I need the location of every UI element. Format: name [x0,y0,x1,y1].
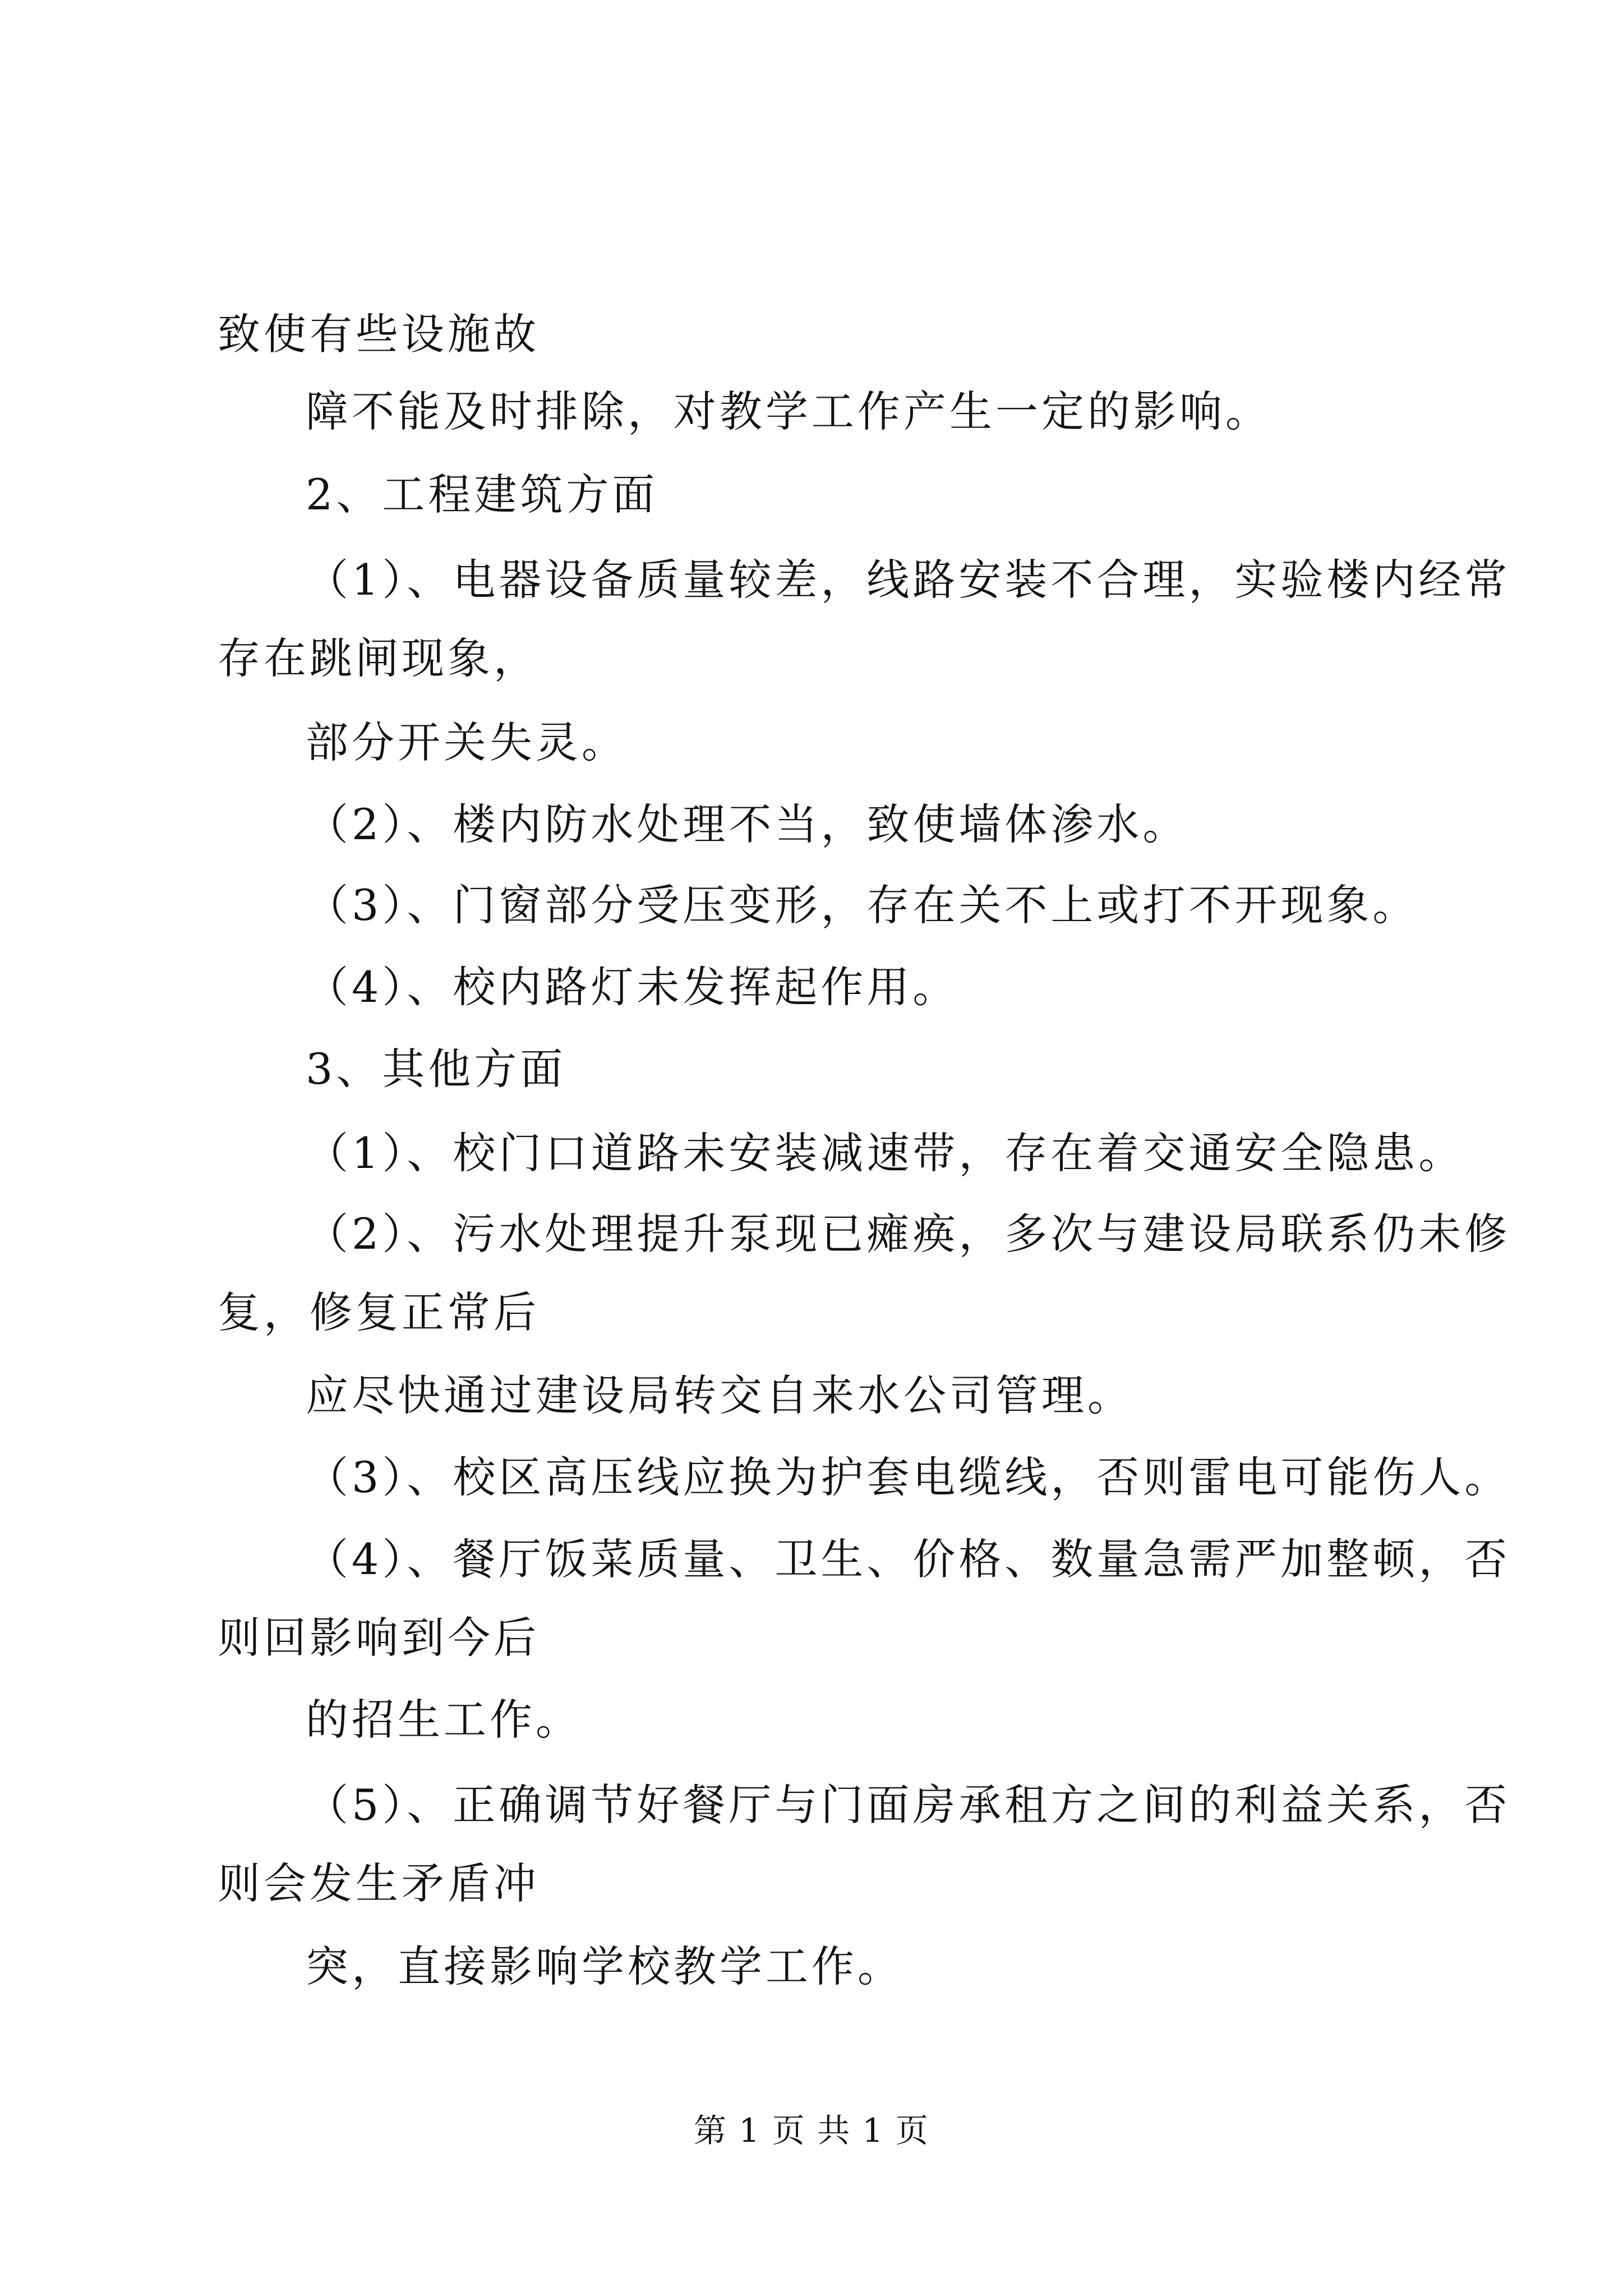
text-line: （4）、餐厅饭菜质量、卫生、价格、数量急需严加整顿，否 [306,1534,1511,1584]
section-heading: 3、其他方面 [306,1044,566,1094]
text-line: 则会发生矛盾冲 [218,1858,540,1908]
text-line: 的招生工作。 [306,1695,582,1745]
text-line: 突，直接影响学校教学工作。 [306,1941,903,1991]
text-line: 部分开关失灵。 [306,717,628,767]
text-line: （5）、正确调节好餐厅与门面房承租方之间的利益关系，否 [306,1780,1511,1830]
text-line: 应尽快通过建设局转交自来水公司管理。 [306,1370,1133,1420]
text-line: （3）、门窗部分受压变形，存在关不上或打不开现象。 [306,880,1419,930]
text-line: 致使有些设施故 [218,309,540,359]
text-line: 障不能及时排除，对教学工作产生一定的影响。 [306,386,1271,436]
page-number-footer: 第 1 页 共 1 页 [694,2111,929,2150]
text-line: （3）、校区高压线应换为护套电缆线，否则雷电可能伤人。 [306,1452,1511,1502]
text-line: （1）、校门口道路未安装减速带，存在着交通安全隐患。 [306,1128,1465,1178]
text-line: （2）、楼内防水处理不当，致使墙体渗水。 [306,799,1189,849]
text-line: （1）、电器设备质量较差，线路安装不合理，实验楼内经常 [306,555,1511,605]
text-line: （2）、污水处理提升泵现已瘫痪，多次与建设局联系仍未修 [306,1209,1511,1259]
text-line: （4）、校内路灯未发挥起作用。 [306,962,959,1012]
section-heading: 2、工程建筑方面 [306,470,658,519]
text-line: 复，修复正常后 [218,1287,540,1337]
text-line: 则回影响到今后 [218,1613,540,1663]
text-line: 存在跳闸现象， [218,633,540,683]
